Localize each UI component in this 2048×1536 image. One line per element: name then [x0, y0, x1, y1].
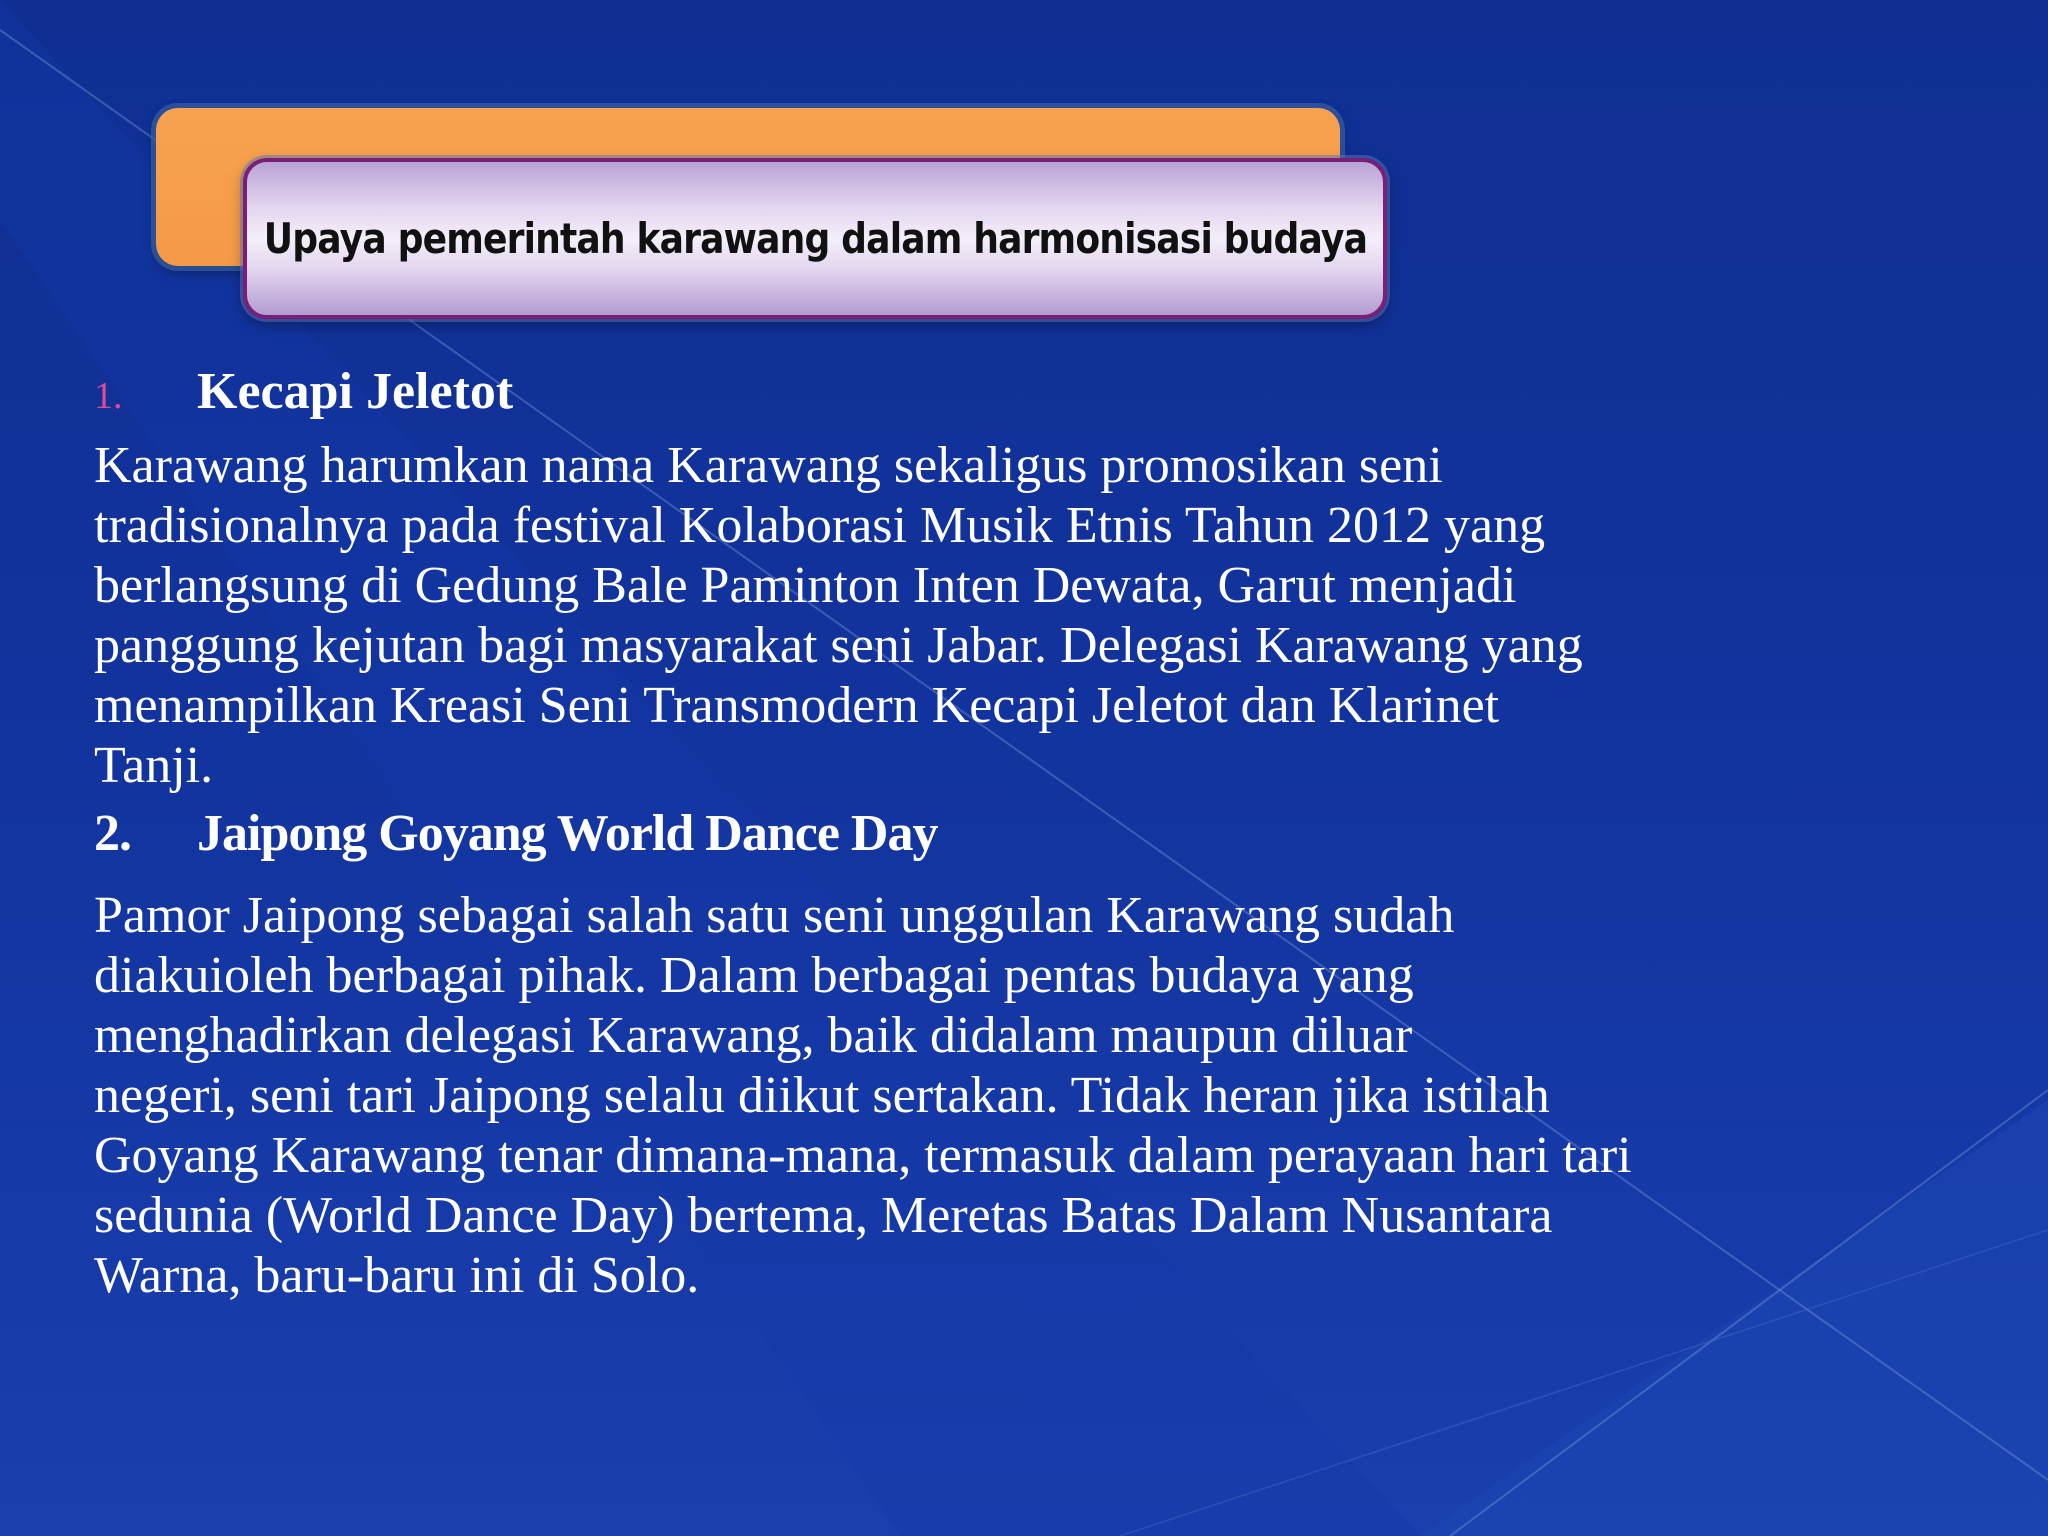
- paragraph-line: menampilkan Kreasi Seni Transmodern Kecapi Jeletot dan Klarinet: [94, 677, 1500, 734]
- slide-content: [94, 362, 1994, 1306]
- section-title-2: Jaipong Goyang World Dance Day: [197, 805, 938, 862]
- section-heading-2: [94, 804, 1994, 880]
- paragraph-line: Tanji.: [94, 737, 214, 794]
- slide-title: Upaya pemerintah karawang dalam harmonisasi budaya: [263, 214, 1367, 263]
- section-number-2: 2.: [94, 805, 131, 862]
- paragraph-line: menghadirkan delegasi Karawang, baik didalam maupun diluar: [94, 1007, 1413, 1064]
- paragraph-line: Warna, baru-baru ini di Solo.: [94, 1247, 700, 1304]
- paragraph-line: Karawang harumkan nama Karawang sekaligus promosikan seni: [94, 437, 1443, 494]
- section-paragraph-2: [94, 886, 1994, 1306]
- paragraph-line: diakuioleh berbagai pihak. Dalam berbagai pentas budaya yang: [94, 947, 1414, 1004]
- paragraph-line: Goyang Karawang tenar dimana-mana, termasuk dalam perayaan hari tari: [94, 1127, 1632, 1184]
- section-title-1: Kecapi Jeletot: [197, 363, 514, 420]
- paragraph-line: panggung kejutan bagi masyarakat seni Jabar. Delegasi Karawang yang: [94, 617, 1583, 674]
- paragraph-line: negeri, seni tari Jaipong selalu diikut sertakan. Tidak heran jika istilah: [94, 1067, 1550, 1124]
- paragraph-line: sedunia (World Dance Day) bertema, Meretas Batas Dalam Nusantara: [94, 1187, 1553, 1244]
- title-box: [243, 158, 1387, 319]
- paragraph-line: Pamor Jaipong sebagai salah satu seni unggulan Karawang sudah: [94, 887, 1455, 944]
- paragraph-line: tradisionalnya pada festival Kolaborasi Musik Etnis Tahun 2012 yang: [94, 497, 1546, 554]
- paragraph-line: berlangsung di Gedung Bale Paminton Inten Dewata, Garut menjadi: [94, 557, 1517, 614]
- section-paragraph-1: [94, 436, 1994, 796]
- section-number-1: 1.: [94, 375, 123, 417]
- section-heading-1: [94, 362, 1994, 434]
